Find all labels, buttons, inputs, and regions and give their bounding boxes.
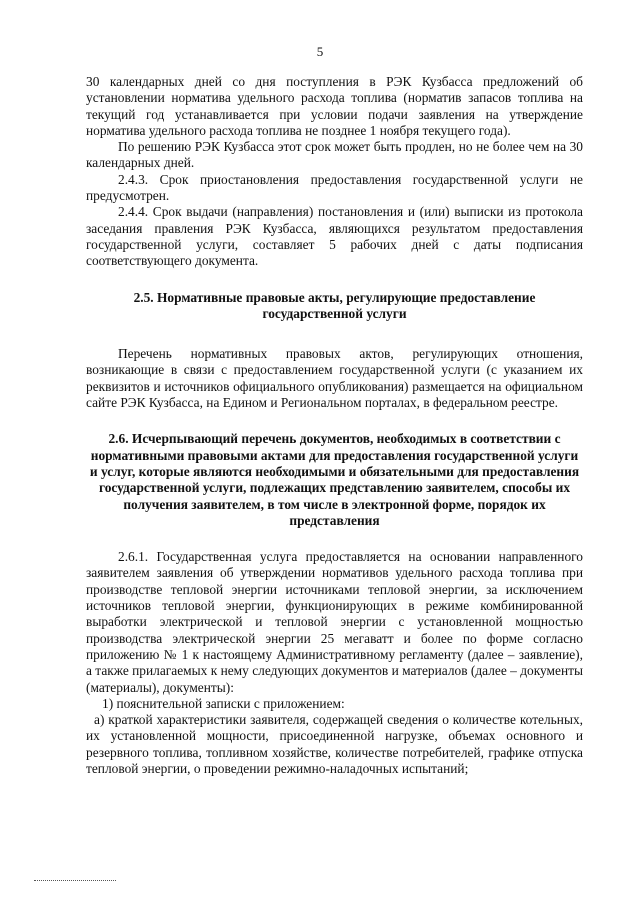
section-heading: 2.6. Исчерпывающий перечень документов, необходимых в соответствии с нормативными правовыми актами для предоставления государственной услуги и услуг, которые являются необходимыми и обязательными для предоставления государственной услуги, подлежащих представлению заявителем, способы их получения заявителем, в том числе в электронной форме, порядок их представления <box>89 431 580 528</box>
paragraph: Перечень нормативных правовых актов, регулирующих отношения, возникающие в связи с предоставлением государственной услуги (с указанием их реквизитов и источников официального опубликования) размещается на официальном сайте РЭК Кузбасса, на Едином и Региональном порталах, в федеральном реестре. <box>86 346 583 411</box>
document-body <box>86 74 583 777</box>
list-item: а) краткой характеристики заявителя, содержащей сведения о количестве котельных, их установленной мощности, присоединенной нагрузке, объемах основного и резервного топлива, топливном хозяйстве, количестве потребителей, графике отпуска тепловой энергии, о проведении режимно-наладочных испытаний; <box>86 712 583 776</box>
page-number: 5 <box>316 44 324 59</box>
paragraph: 2.4.3. Срок приостановления предоставления государственной услуги не предусмотрен. <box>86 171 583 204</box>
paragraph: 30 календарных дней со дня поступления в РЭК Кузбасса предложений об установлении норматива удельного расхода топлива (норматив запасов топлива на текущий год устанавливается при условии подачи заявления на утверждение норматива удельного расхода топлива не позднее 1 ноября текущего года). <box>86 74 583 138</box>
paragraph: 2.6.1. Государственная услуга предоставляется на основании направленного заявителем заявления об утверждении нормативов удельного расхода топлива при производстве тепловой энергии источниками тепловой энергии, за исключением источников тепловой энергии, функционирующих в режиме комбинированной выработки электрической и тепловой энергии с установленной мощностью производства электрической энергии 25 мегаватт и более по форме согласно приложению № 1 к настоящему Административному регламенту (далее – заявление), а также прилагаемых к нему следующих документов и материалов (далее – документы (материалы), документы): <box>86 549 583 695</box>
paragraph: 2.4.4. Срок выдачи (направления) постановления и (или) выписки из протокола заседания правления РЭК Кузбасса, являющихся результатом предоставления государственной услуги, составляет 5 рабочих дней с даты подписания соответствующего документа. <box>86 204 583 269</box>
footer-divider <box>34 880 116 881</box>
list-item: 1) пояснительной записки с приложением: <box>102 695 345 711</box>
section-heading: 2.5. Нормативные правовые акты, регулирующие предоставление государственной услуги <box>133 289 536 321</box>
paragraph: По решению РЭК Кузбасса этот срок может быть продлен, но не более чем на 30 календарных дней. <box>86 139 583 171</box>
